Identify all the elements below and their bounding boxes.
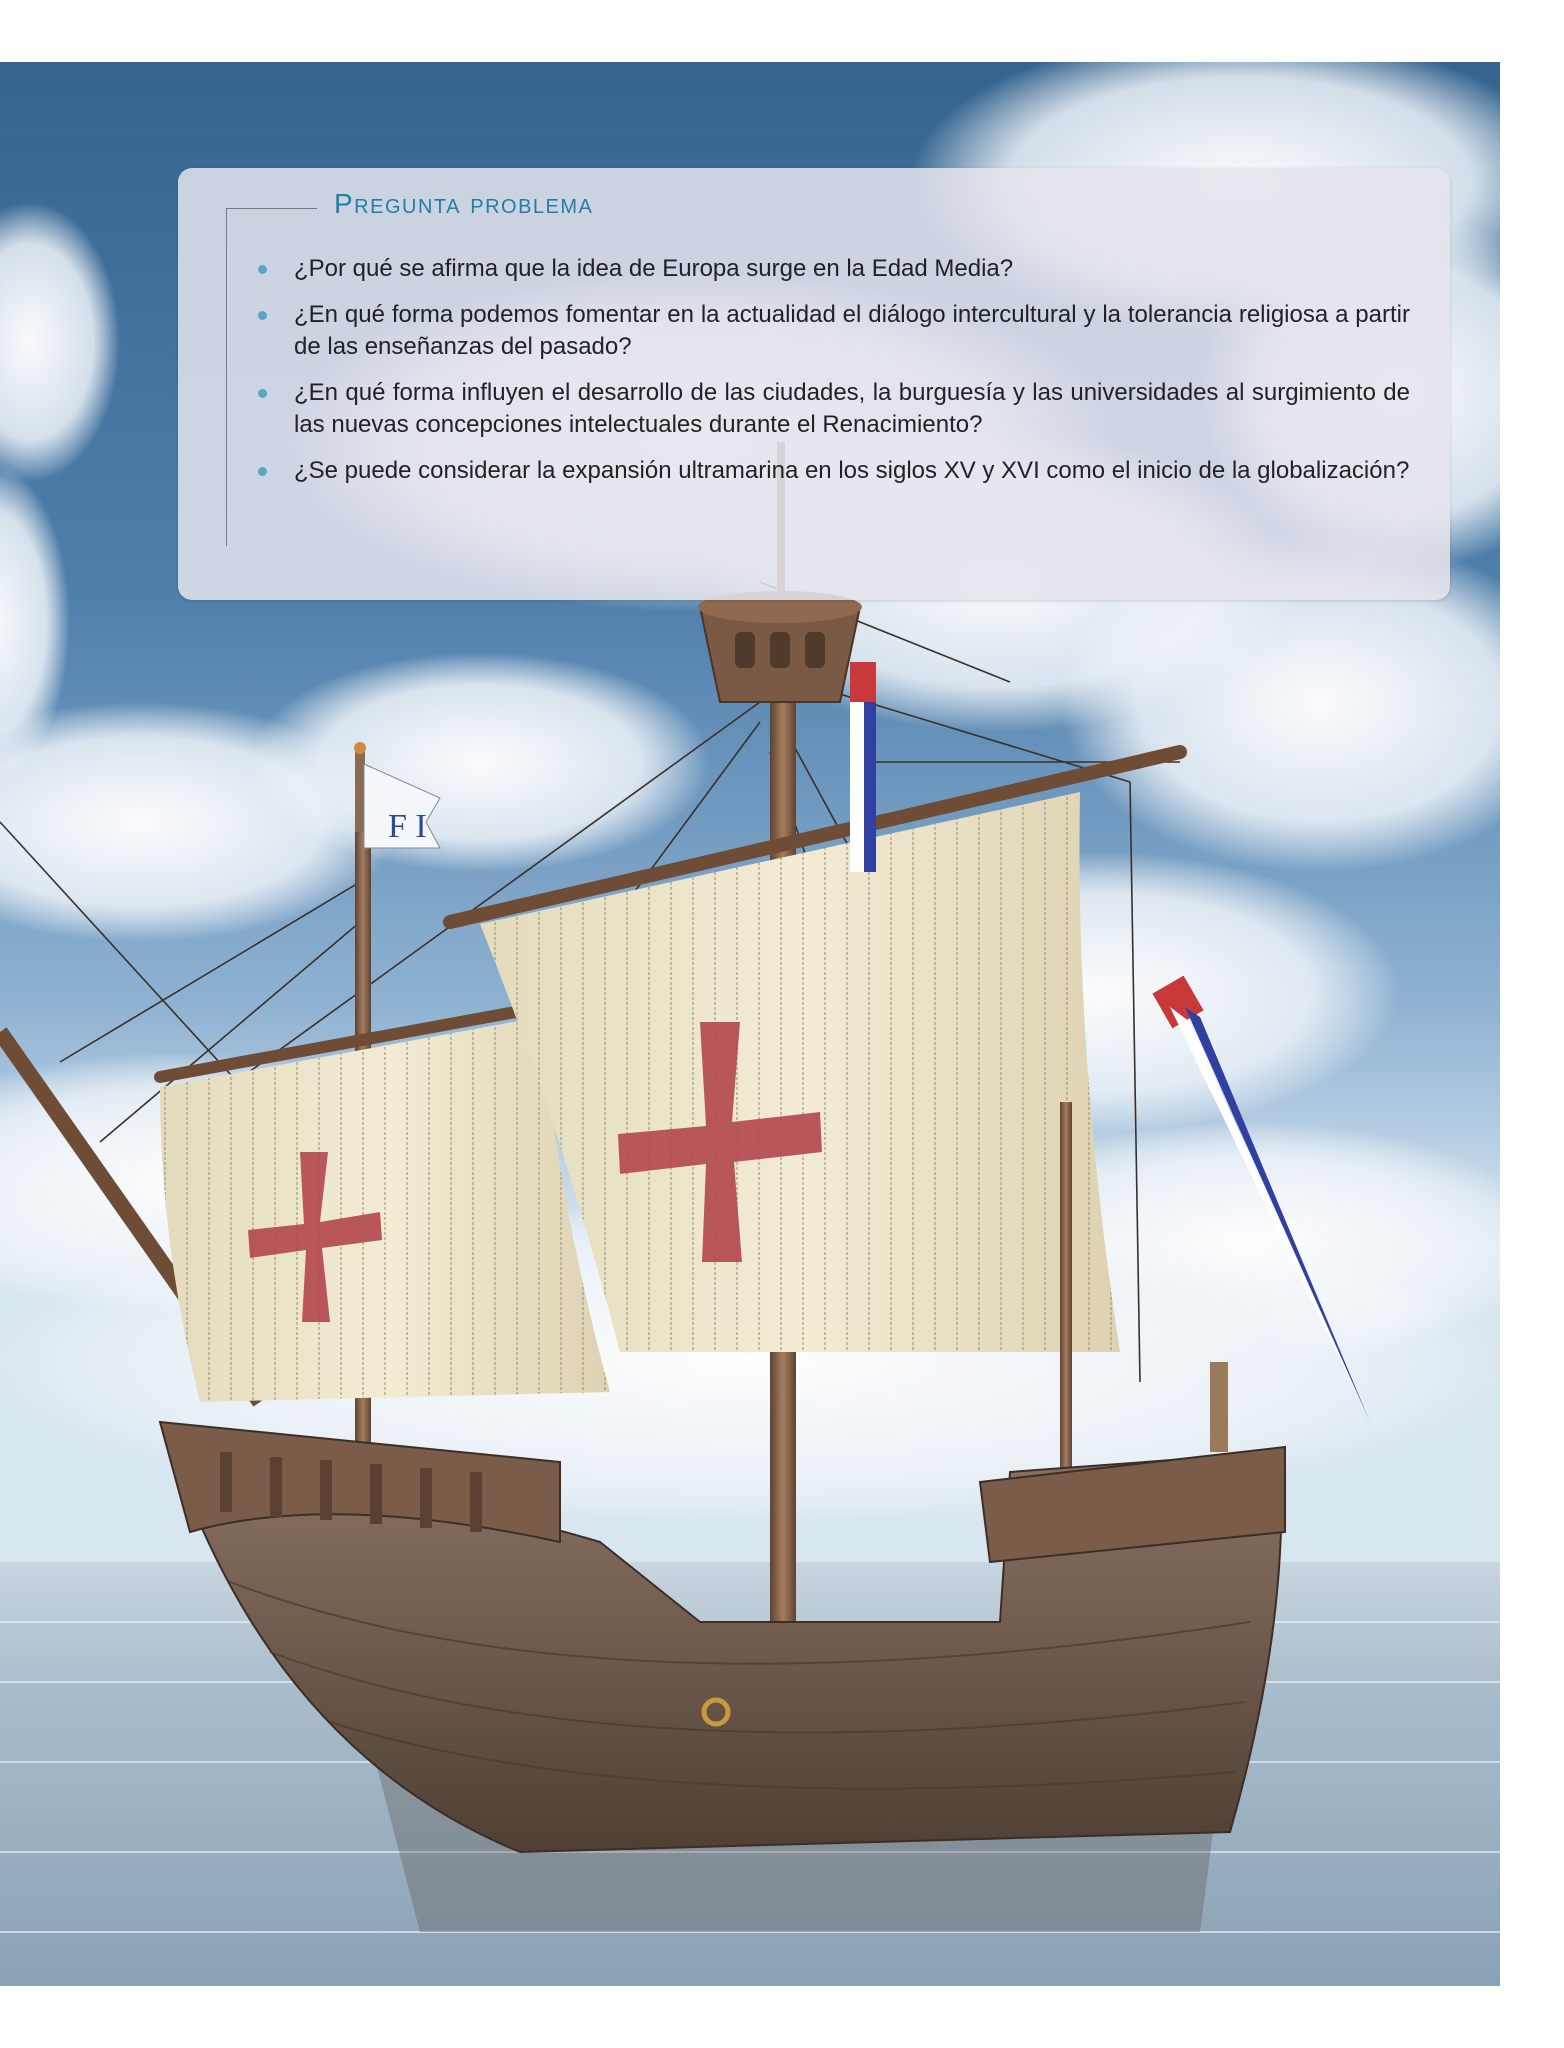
list-item xyxy=(256,377,1410,441)
bullet-icon xyxy=(258,265,267,274)
question-list xyxy=(256,253,1410,501)
question-text: ¿Se puede considerar la expansión ultramarina en los siglos XV y XVI como el inicio de la globalización? xyxy=(294,457,1410,484)
bullet-icon xyxy=(258,311,267,320)
bullet-icon xyxy=(258,389,267,398)
panel-title: Pregunta problema xyxy=(334,188,594,219)
question-text: ¿En qué forma influyen el desarrollo de las ciudades, la burguesía y las universidades al surgimiento de las nuevas concepciones intelectuales durante el Renacimiento? xyxy=(294,379,1410,438)
flag-letters: F I xyxy=(388,808,427,845)
bullet-icon xyxy=(258,467,267,476)
main-pennant xyxy=(850,662,876,872)
mizzen-mast xyxy=(1060,1102,1072,1482)
question-text: ¿En qué forma podemos fomentar en la actualidad el diálogo intercultural y la tolerancia religiosa a partir de las enseñanzas del pasado? xyxy=(294,301,1410,360)
list-item xyxy=(256,253,1410,285)
list-item xyxy=(256,299,1410,363)
question-text: ¿Por qué se afirma que la idea de Europa surge en la Edad Media? xyxy=(294,255,1014,282)
list-item xyxy=(256,455,1410,487)
